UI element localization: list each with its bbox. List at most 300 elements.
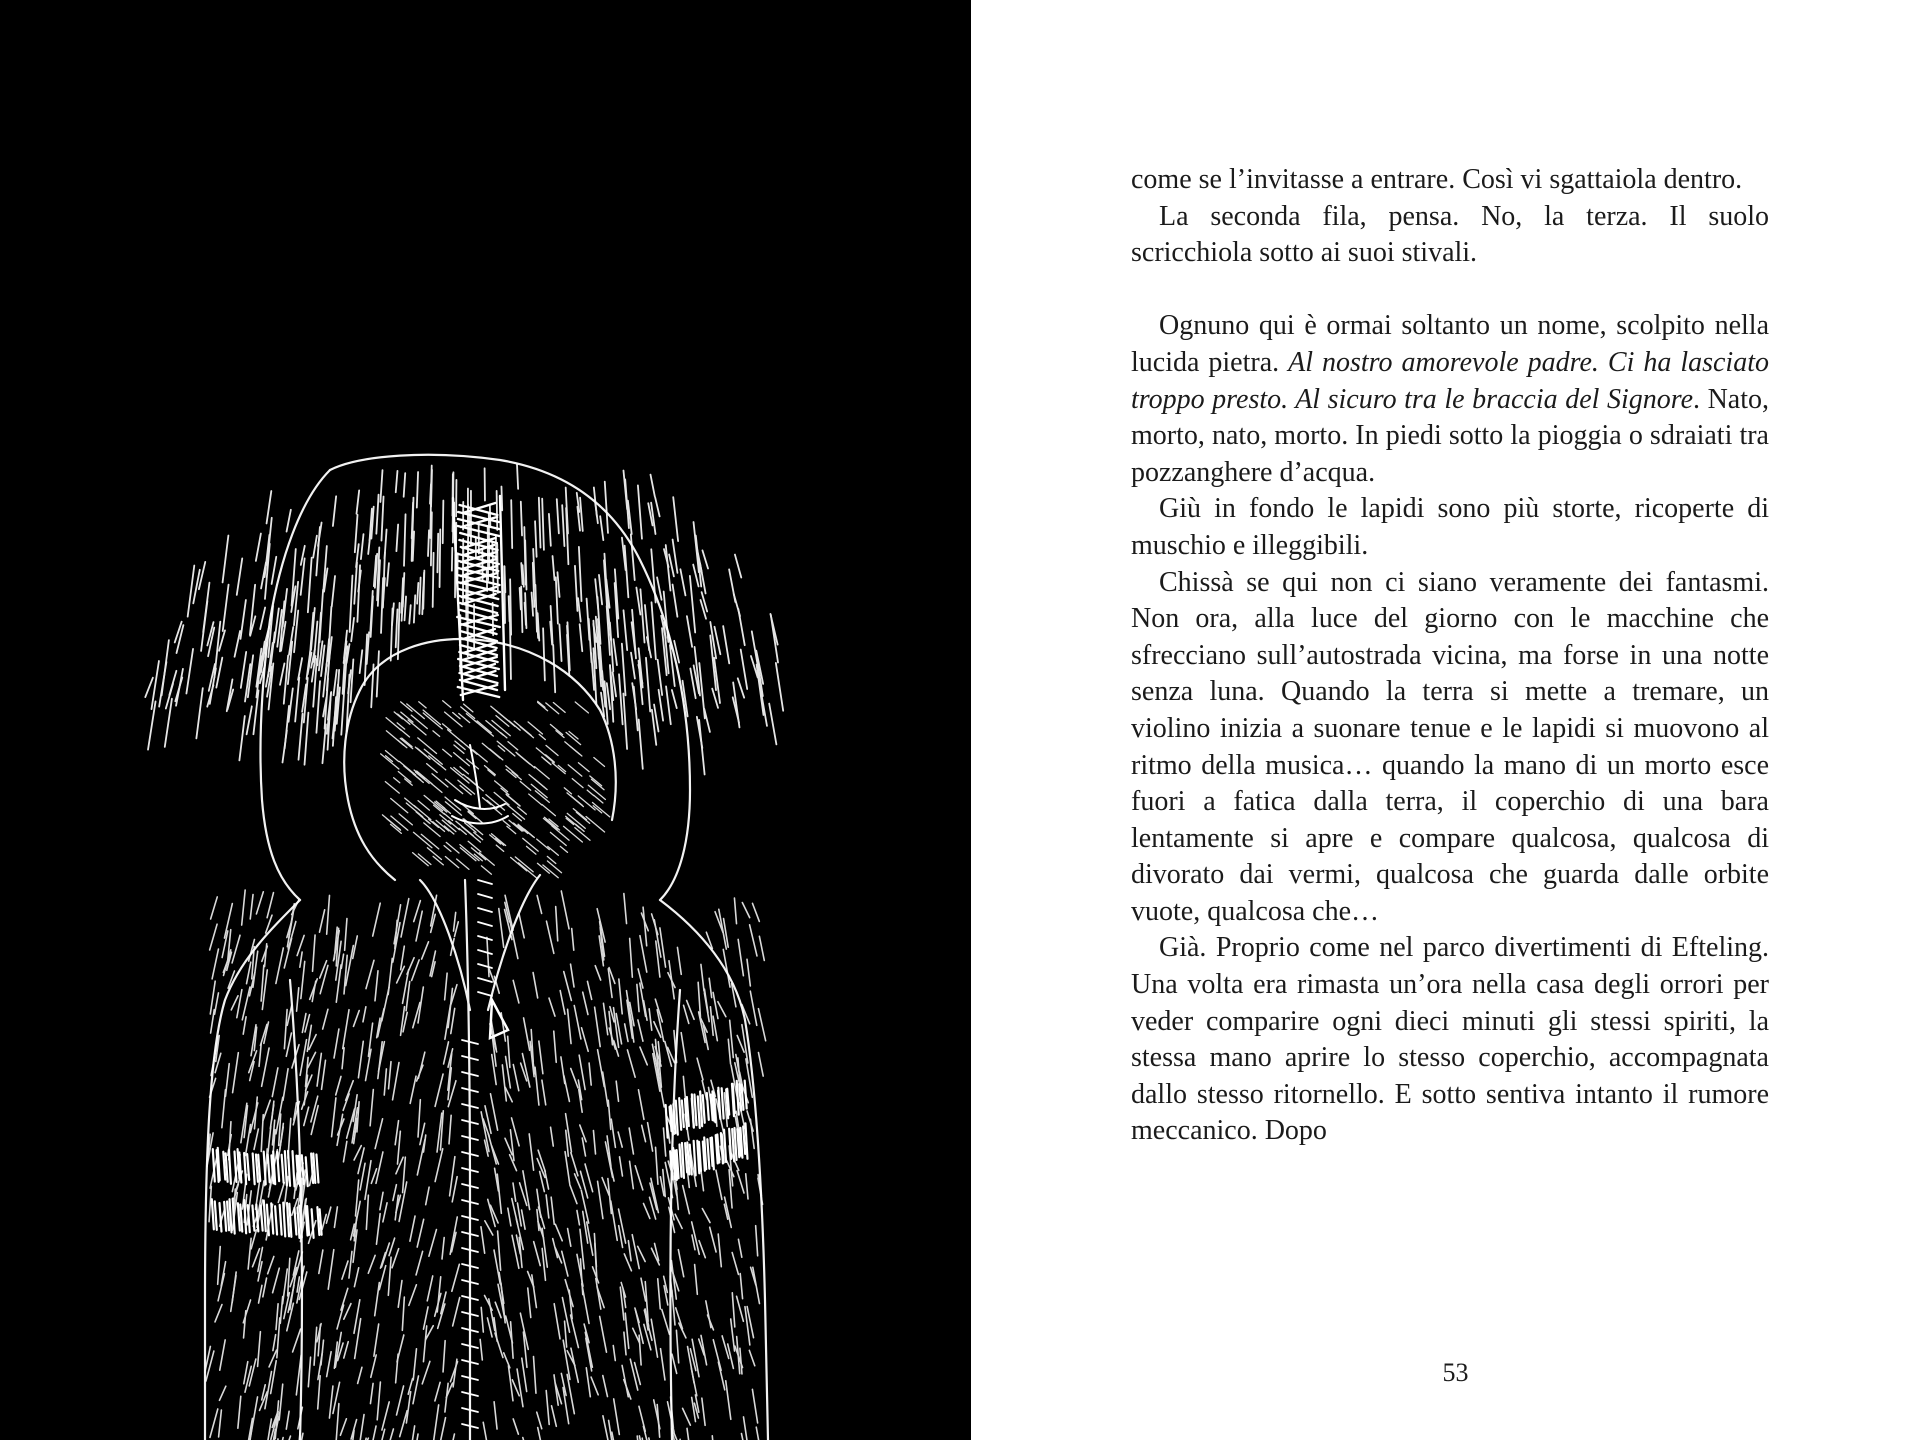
jacket-stroke	[426, 1187, 429, 1205]
hood-stroke	[333, 496, 336, 526]
jacket-stroke	[595, 966, 600, 980]
hood-stroke	[723, 626, 729, 663]
jacket-stroke	[495, 1302, 501, 1317]
jacket-stroke	[270, 1105, 273, 1129]
hood-stroke	[287, 510, 291, 532]
jacket-stroke	[702, 1209, 710, 1223]
sleeve-stroke	[224, 1202, 226, 1231]
hood-stroke	[622, 644, 626, 696]
hood-stroke	[669, 554, 674, 576]
hood-stroke	[521, 502, 522, 536]
jacket-stroke	[397, 1335, 404, 1362]
hood-stroke	[638, 485, 642, 538]
jacket-stroke	[603, 1376, 608, 1397]
hood-stroke	[562, 505, 564, 546]
jacket-stroke	[593, 1131, 595, 1155]
jacket-stroke	[308, 1052, 316, 1067]
hood-stroke	[559, 624, 561, 661]
jacket-stroke	[354, 1146, 361, 1160]
face-stroke	[399, 814, 412, 825]
jacket-stroke	[300, 952, 302, 967]
jacket-stroke	[345, 919, 347, 951]
jacket-stroke	[450, 1217, 457, 1254]
jacket-stroke	[393, 1063, 399, 1100]
hood-stroke	[201, 601, 207, 651]
hood-stroke	[539, 498, 541, 548]
hood-stroke	[623, 694, 627, 749]
hood-stroke	[640, 589, 644, 642]
jacket-stroke	[560, 991, 565, 1015]
jacket-stroke	[710, 1007, 713, 1036]
jacket-stroke	[571, 1315, 579, 1348]
jacket-stroke	[508, 1036, 510, 1067]
face-stroke	[550, 832, 566, 845]
hood-stroke	[377, 651, 379, 696]
text-segment: come se l’invitasse a entrare. Così vi sgattaiola dentro.	[1131, 164, 1743, 195]
face-stroke	[538, 701, 545, 707]
hood-stroke	[497, 491, 498, 530]
jacket-stroke	[233, 1053, 239, 1093]
jacket-stroke	[358, 1041, 363, 1078]
jacket-stroke	[342, 1261, 348, 1279]
jacket-stroke	[732, 1253, 738, 1275]
jacket-stroke	[388, 1257, 391, 1295]
jacket-stroke	[379, 1266, 385, 1290]
zipper-tooth	[478, 894, 492, 898]
zipper-tooth	[478, 978, 492, 982]
jacket-stroke	[571, 964, 574, 987]
jacket-stroke	[684, 1005, 689, 1023]
jacket-stroke	[624, 1332, 626, 1355]
jacket-stroke	[695, 1265, 698, 1295]
jacket-stroke	[334, 1207, 337, 1228]
hood-stroke	[323, 664, 326, 697]
jacket-stroke	[747, 959, 750, 986]
hood-stroke	[557, 572, 559, 597]
jacket-stroke	[738, 1239, 741, 1257]
face-stroke	[443, 724, 451, 731]
jacket-stroke	[613, 1346, 615, 1361]
jacket-stroke	[409, 1285, 417, 1306]
jacket-stroke	[243, 1017, 246, 1034]
face-stroke	[385, 782, 399, 794]
text-segment: . Nato, morto, nato, morto. In piedi sotto la pioggia o sdraiati tra pozzanghere d’acqua.	[1131, 383, 1769, 488]
sleeve-stroke	[219, 1203, 221, 1231]
jacket-stroke	[272, 1068, 278, 1097]
jacket-stroke	[699, 1241, 705, 1258]
sleeve-stroke	[271, 1203, 273, 1233]
jacket-stroke	[452, 1177, 457, 1202]
face-stroke	[543, 865, 558, 878]
face-stroke	[483, 798, 491, 805]
hood-stroke	[433, 553, 434, 607]
face-stroke	[516, 752, 535, 768]
jacket-stroke	[453, 1298, 460, 1326]
face-stroke	[546, 745, 558, 755]
jacket-stroke	[625, 1313, 628, 1348]
jacket-stroke	[718, 1002, 726, 1017]
face-stroke	[454, 745, 464, 753]
face-stroke	[433, 731, 440, 737]
jacket-stroke	[427, 1276, 432, 1301]
hood-stroke	[520, 588, 521, 610]
face-stroke	[544, 817, 559, 830]
hood-stroke	[216, 658, 222, 688]
jacket-stroke	[737, 1035, 744, 1052]
hood-stroke	[414, 595, 415, 622]
jacket-stroke	[643, 1426, 650, 1440]
jacket-stroke	[519, 914, 524, 938]
jacket-stroke	[738, 939, 743, 975]
hood-stroke	[549, 514, 551, 546]
jacket-stroke	[750, 1119, 754, 1148]
face-stroke	[381, 754, 399, 769]
face-stroke	[572, 779, 583, 788]
jacket-stroke	[327, 895, 330, 934]
jacket-stroke	[384, 1069, 386, 1095]
jacket-stroke	[287, 1006, 291, 1026]
jacket-stroke	[750, 991, 756, 1025]
jacket-stroke	[630, 1161, 634, 1188]
face-stroke	[451, 768, 469, 783]
jacket-stroke	[397, 1386, 404, 1415]
face-stroke	[531, 784, 547, 797]
jacket-stroke	[585, 1164, 593, 1192]
hood-stroke	[646, 658, 650, 712]
face-stroke	[473, 750, 488, 762]
jacket-stroke	[533, 973, 538, 998]
hood-stroke	[680, 569, 685, 595]
jacket-stroke	[410, 1076, 416, 1103]
jacket-stroke	[435, 1149, 443, 1182]
jacket-stroke	[517, 1369, 523, 1407]
hood-stroke	[417, 472, 418, 508]
jacket-stroke	[433, 1405, 438, 1440]
jacket-stroke	[341, 954, 343, 968]
paragraph-p1	[1131, 162, 1769, 199]
jacket-stroke	[327, 1352, 332, 1377]
jacket-stroke	[732, 1293, 734, 1327]
jacket-stroke	[417, 1219, 423, 1247]
jacket-stroke	[591, 1377, 598, 1395]
sleeve-stroke	[229, 1150, 231, 1184]
jacket-stroke	[273, 1268, 280, 1293]
hood-stroke	[712, 689, 718, 708]
jacket-stroke	[649, 1009, 652, 1030]
hood-stroke	[510, 579, 511, 634]
zipper-tooth	[478, 950, 492, 954]
jacket-stroke	[297, 935, 304, 955]
jacket-stroke	[585, 1332, 592, 1367]
face-stroke	[576, 824, 585, 831]
hood-stroke	[376, 495, 378, 534]
sleeve-stroke	[294, 1208, 296, 1235]
jacket-stroke	[571, 1068, 578, 1088]
jacket-stroke	[354, 1268, 358, 1287]
jacket-stroke	[266, 1419, 271, 1440]
paragraph-p6	[1131, 930, 1769, 1150]
jacket-stroke	[429, 1230, 437, 1257]
jacket-stroke	[709, 978, 711, 997]
jacket-stroke	[568, 1229, 571, 1247]
jacket-stroke	[370, 1089, 373, 1125]
hood-stroke	[631, 653, 635, 679]
hood-stroke	[504, 566, 505, 623]
jacket-stroke	[337, 1114, 343, 1145]
jacket-stroke	[231, 996, 238, 1010]
face-stroke	[586, 817, 605, 832]
jacket-stroke	[603, 1072, 608, 1106]
jacket-stroke	[661, 1349, 665, 1380]
hood-stroke	[355, 515, 358, 553]
jacket-stroke	[383, 1203, 387, 1222]
jacket-stroke	[371, 1355, 376, 1377]
jacket-stroke	[595, 1007, 601, 1046]
jacket-stroke	[395, 1121, 398, 1145]
jacket-stroke	[252, 1249, 259, 1267]
jacket-stroke	[746, 1174, 748, 1199]
jacket-stroke	[672, 1290, 675, 1325]
jacket-stroke	[600, 1316, 607, 1352]
jacket-stroke	[286, 1411, 289, 1429]
hood-stroke	[381, 578, 383, 633]
jacket-stroke	[397, 1131, 400, 1164]
jacket-stroke	[743, 1417, 749, 1440]
jacket-stroke	[603, 1416, 610, 1440]
face-stroke	[518, 807, 527, 814]
jacket-stroke	[445, 973, 447, 1000]
hood-stroke	[282, 730, 286, 762]
hood-stroke	[196, 688, 202, 738]
jacket-stroke	[396, 1157, 403, 1174]
hood-stroke	[354, 562, 357, 603]
hood-stroke	[673, 584, 678, 616]
jacket-stroke	[638, 1020, 643, 1041]
jacket-stroke	[750, 925, 757, 956]
jacket-stroke	[513, 1065, 518, 1091]
jacket-stroke	[357, 1102, 359, 1132]
jacket-stroke	[638, 1246, 645, 1261]
jacket-stroke	[344, 1342, 348, 1358]
sleeve-stroke	[275, 1206, 277, 1234]
hood-stroke	[553, 556, 555, 580]
hood-stroke	[387, 563, 389, 586]
hood-stroke	[741, 650, 747, 690]
hood-stroke	[240, 600, 245, 639]
hood-stroke	[260, 608, 265, 630]
zipper-tooth	[478, 964, 492, 968]
hood-stroke	[380, 470, 382, 502]
jacket-stroke	[734, 898, 736, 924]
jacket-stroke	[487, 1318, 492, 1337]
jacket-stroke	[402, 1297, 404, 1330]
jacket-stroke	[218, 1246, 221, 1284]
jacket-stroke	[304, 1107, 309, 1125]
jacket-stroke	[542, 1080, 546, 1105]
jacket-stroke	[537, 1412, 542, 1429]
jacket-stroke	[263, 1278, 267, 1297]
text-segment: Ognuno qui è ormai soltanto un nome, scolpito nella lucida pietra.	[1131, 310, 1769, 378]
jacket-stroke	[219, 1386, 225, 1400]
face-stroke	[408, 720, 426, 735]
text-page	[971, 0, 1920, 1440]
jacket-stroke	[277, 1318, 280, 1358]
jacket-stroke	[508, 1366, 513, 1401]
jacket-stroke	[737, 1296, 744, 1321]
jacket-stroke	[740, 1274, 742, 1299]
jacket-stroke	[485, 1221, 493, 1235]
face-stroke	[482, 743, 500, 758]
jacket-stroke	[662, 1310, 670, 1335]
hood-stroke	[428, 530, 429, 556]
jacket-stroke	[406, 1392, 410, 1423]
hood-stroke	[381, 496, 383, 540]
hood-stroke	[267, 491, 272, 523]
hood-stroke	[295, 677, 299, 721]
hood-stroke	[735, 555, 741, 578]
hood-stroke	[605, 482, 608, 533]
jacket-stroke	[449, 1115, 451, 1144]
jacket-stroke	[250, 895, 253, 920]
jacket-stroke	[258, 1332, 261, 1367]
face-stroke	[411, 715, 427, 728]
jacket-stroke	[393, 1185, 396, 1201]
jacket-stroke	[611, 1201, 617, 1240]
face-stroke	[591, 779, 604, 790]
hood-stroke	[631, 534, 635, 580]
hood-stroke	[430, 485, 431, 504]
face-stroke	[423, 713, 442, 729]
jacket-stroke	[741, 1434, 748, 1440]
face-stroke	[514, 721, 531, 735]
sleeve-stroke	[261, 1206, 263, 1231]
hood-stroke	[542, 499, 544, 550]
jacket-stroke	[276, 1304, 278, 1330]
sleeve-stroke	[718, 1088, 720, 1119]
jacket-stroke	[512, 1118, 520, 1146]
jacket-stroke	[344, 955, 347, 994]
jacket-stroke	[758, 1053, 763, 1077]
hood-stroke	[313, 536, 317, 558]
hood-stroke	[247, 706, 252, 734]
hood-stroke	[298, 658, 302, 680]
hood-stroke	[409, 605, 410, 623]
face-stroke	[565, 742, 580, 754]
jacket-stroke	[583, 992, 588, 1014]
jacket-stroke	[528, 1288, 531, 1317]
jacket-stroke	[683, 1186, 690, 1214]
hood-stroke	[159, 662, 166, 707]
jacket-stroke	[232, 935, 240, 963]
jacket-stroke	[284, 1009, 287, 1048]
jacket-stroke	[718, 1234, 721, 1267]
jacket-stroke	[314, 1327, 317, 1365]
hood-stroke	[600, 516, 603, 540]
jacket-stroke	[283, 1069, 288, 1101]
hood-stroke	[405, 596, 407, 620]
jacket-stroke	[546, 1391, 549, 1425]
face-stroke	[539, 734, 545, 739]
jacket-stroke	[620, 1157, 623, 1176]
face-stroke	[433, 856, 443, 865]
jacket-stroke	[565, 1321, 567, 1347]
face-stroke	[519, 863, 537, 878]
body-text	[1131, 162, 1769, 1150]
hood-stroke	[188, 566, 195, 617]
jacket-stroke	[677, 947, 681, 974]
jacket-stroke	[366, 960, 374, 988]
zipper-tooth	[478, 922, 492, 926]
jacket-stroke	[341, 1288, 348, 1310]
jacket-stroke	[554, 1031, 556, 1062]
hood-stroke	[702, 550, 708, 568]
jacket-stroke	[373, 903, 381, 936]
jacket-stroke	[346, 1081, 354, 1101]
jacket-stroke	[656, 1147, 658, 1184]
hood-stroke	[738, 678, 744, 697]
hood-stroke	[580, 498, 583, 531]
jacket-stroke	[603, 1003, 607, 1034]
jacket-stroke	[209, 1186, 211, 1221]
face-stroke	[485, 766, 496, 775]
sleeve-stroke	[244, 1153, 246, 1184]
sleeve-stroke	[707, 1093, 709, 1120]
jacket-stroke	[422, 1361, 430, 1384]
face-stroke	[590, 776, 602, 786]
hood-stroke	[422, 587, 423, 614]
jacket-stroke	[752, 1389, 757, 1423]
jacket-stroke	[263, 1100, 270, 1120]
jacket-stroke	[322, 1214, 326, 1229]
sleeve-stroke	[264, 1201, 266, 1232]
jacket-stroke	[254, 1129, 258, 1149]
jacket-stroke	[382, 987, 389, 1021]
face-stroke	[507, 826, 516, 833]
hood-stroke	[650, 475, 654, 497]
face-stroke	[546, 703, 559, 714]
face-stroke	[407, 704, 425, 719]
jacket-stroke	[546, 1195, 549, 1218]
jacket-stroke	[300, 1040, 306, 1076]
jacket-stroke	[370, 1383, 373, 1403]
jacket-stroke	[377, 1382, 380, 1420]
jacket-stroke	[756, 1226, 758, 1256]
jacket-stroke	[701, 964, 704, 991]
jacket-stroke	[628, 1241, 631, 1261]
jacket-stroke	[625, 1024, 628, 1042]
jacket-stroke	[495, 1333, 503, 1358]
jacket-stroke	[706, 1301, 711, 1328]
hood-stroke	[241, 652, 246, 688]
jacket-stroke	[319, 910, 324, 932]
jacket-stroke	[504, 1353, 510, 1368]
jacket-stroke	[366, 1195, 368, 1229]
jacket-stroke	[529, 1134, 533, 1170]
jacket-stroke	[483, 1422, 488, 1440]
sleeve-stroke	[268, 1155, 270, 1183]
jacket-stroke	[321, 1340, 324, 1365]
hood-stroke	[219, 630, 225, 650]
jacket-stroke	[756, 1427, 763, 1440]
jacket-stroke	[276, 948, 283, 984]
face-stroke	[418, 801, 429, 810]
jacket-stroke	[538, 1428, 542, 1440]
face-stroke	[500, 733, 506, 738]
jacket-stroke	[380, 1429, 385, 1440]
jacket-stroke	[435, 1074, 443, 1106]
jacket-stroke	[211, 897, 218, 919]
jacket-stroke	[368, 1255, 375, 1273]
